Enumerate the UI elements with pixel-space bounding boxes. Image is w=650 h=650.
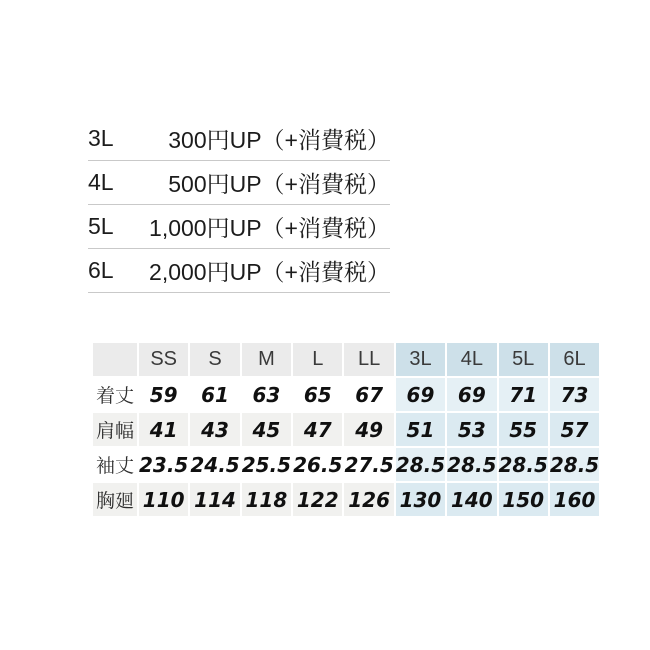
surcharge-price: 1,000円UP（+消費税） xyxy=(149,215,390,241)
col-header-s: S xyxy=(190,343,239,376)
corner-cell xyxy=(93,343,137,376)
table-row-body-length xyxy=(93,378,599,411)
cell: 53 xyxy=(447,413,496,446)
size-table xyxy=(91,341,601,518)
cell: 26.5 xyxy=(293,448,342,481)
cell: 118 xyxy=(242,483,291,516)
cell: 28.5 xyxy=(447,448,496,481)
cell: 110 xyxy=(139,483,188,516)
cell: 71 xyxy=(499,378,548,411)
cell: 122 xyxy=(293,483,342,516)
cell: 57 xyxy=(550,413,599,446)
surcharge-size: 6L xyxy=(88,257,114,283)
cell: 69 xyxy=(396,378,445,411)
surcharge-row-6l xyxy=(88,249,390,293)
surcharge-size: 3L xyxy=(88,125,114,151)
surcharge-row-4l xyxy=(88,161,390,205)
cell: 73 xyxy=(550,378,599,411)
cell: 28.5 xyxy=(499,448,548,481)
cell: 28.5 xyxy=(396,448,445,481)
surcharge-size: 4L xyxy=(88,169,114,195)
surcharge-price: 300円UP（+消費税） xyxy=(168,127,390,153)
row-label: 袖丈 xyxy=(93,448,137,481)
cell: 47 xyxy=(293,413,342,446)
row-label: 肩幅 xyxy=(93,413,137,446)
col-header-3l: 3L xyxy=(396,343,445,376)
size-table-section xyxy=(91,341,601,518)
cell: 63 xyxy=(242,378,291,411)
surcharge-row-3l xyxy=(88,117,390,161)
cell: 49 xyxy=(344,413,393,446)
cell: 61 xyxy=(190,378,239,411)
cell: 67 xyxy=(344,378,393,411)
surcharge-size: 5L xyxy=(88,213,114,239)
col-header-6l: 6L xyxy=(550,343,599,376)
table-row-chest xyxy=(93,483,599,516)
cell: 140 xyxy=(447,483,496,516)
cell: 25.5 xyxy=(242,448,291,481)
row-label: 着丈 xyxy=(93,378,137,411)
surcharge-price: 2,000円UP（+消費税） xyxy=(149,259,390,285)
col-header-5l: 5L xyxy=(499,343,548,376)
cell: 160 xyxy=(550,483,599,516)
cell: 126 xyxy=(344,483,393,516)
cell: 130 xyxy=(396,483,445,516)
size-surcharge-list xyxy=(88,117,390,293)
cell: 55 xyxy=(499,413,548,446)
cell: 24.5 xyxy=(190,448,239,481)
cell: 23.5 xyxy=(139,448,188,481)
size-table-header-row xyxy=(93,343,599,376)
col-header-ss: SS xyxy=(139,343,188,376)
cell: 43 xyxy=(190,413,239,446)
surcharge-row-5l xyxy=(88,205,390,249)
col-header-ll: LL xyxy=(344,343,393,376)
row-label: 胸廻 xyxy=(93,483,137,516)
col-header-4l: 4L xyxy=(447,343,496,376)
table-row-shoulder-width xyxy=(93,413,599,446)
cell: 59 xyxy=(139,378,188,411)
col-header-l: L xyxy=(293,343,342,376)
cell: 69 xyxy=(447,378,496,411)
cell: 150 xyxy=(499,483,548,516)
cell: 51 xyxy=(396,413,445,446)
cell: 65 xyxy=(293,378,342,411)
cell: 45 xyxy=(242,413,291,446)
cell: 28.5 xyxy=(550,448,599,481)
cell: 114 xyxy=(190,483,239,516)
cell: 41 xyxy=(139,413,188,446)
col-header-m: M xyxy=(242,343,291,376)
surcharge-price: 500円UP（+消費税） xyxy=(168,171,390,197)
table-row-sleeve-length xyxy=(93,448,599,481)
cell: 27.5 xyxy=(344,448,393,481)
